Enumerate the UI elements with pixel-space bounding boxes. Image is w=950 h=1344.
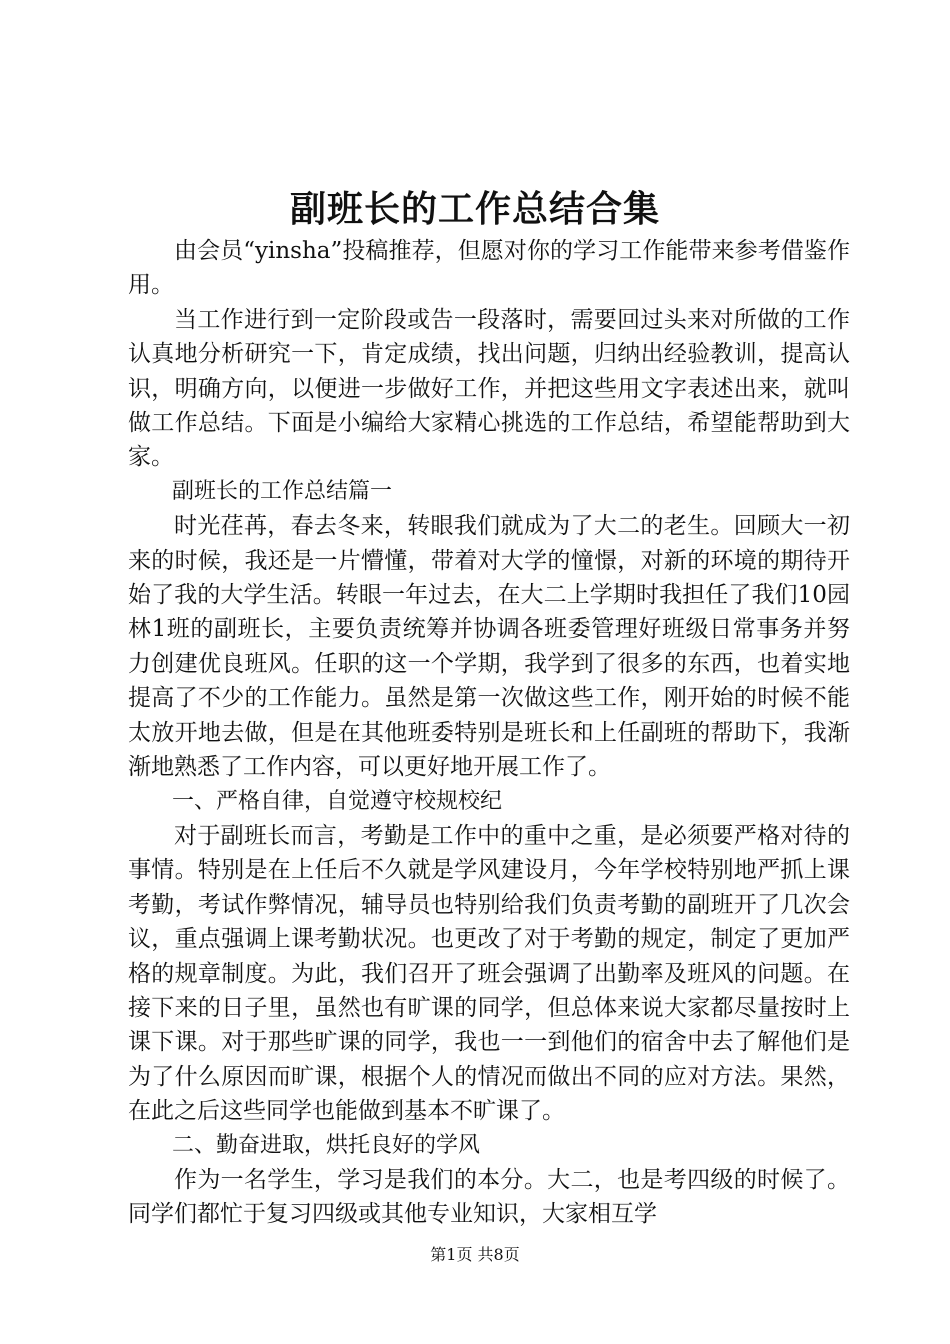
section-heading-discipline: 一、严格自律，自觉遵守校规校纪 xyxy=(172,788,503,814)
paragraph-part-one-intro: 时光荏苒，春去冬来，转眼我们就成为了大二的老生。回顾大一初来的时候，我还是一片懵懂，带着对大学的憧憬，对新的环境的期待开始了我的大学生活。转眼一年过去，在大二上学期时我担任了我们10园林1班的副班长，主要负责统筹并协调各班委管理好班级日常事务并努力创建优良班风。任职的这一个学期，我学到了很多的东西，也着实地提高了不少的工作能力。虽然是第一次做这些工作，刚开始的时候不能太放开地去做，但是在其他班委特别是班长和上任副班的帮助下，我渐渐地熟悉了工作内容，可以更好地开展工作了。 xyxy=(128,513,850,781)
document-title: 副班长的工作总结合集 xyxy=(289,188,660,230)
section-heading-part-one: 副班长的工作总结篇一 xyxy=(172,478,393,504)
paragraph-attendance: 对于副班长而言，考勤是工作中的重中之重，是必须要严格对待的事情。特别是在上任后不久就是学风建设月，今年学校特别地严抓上课考勤，考试作弊情况，辅导员也特别给我们负责考勤的副班开了几次会议，重点强调上课考勤状况。也更改了对于考勤的规定，制定了更加严格的规章制度。为此，我们召开了班会强调了出勤率及班风的问题。在接下来的日子里，虽然也有旷课的同学，但总体来说大家都尽量按时上课下课。对于那些旷课的同学，我也一一到他们的宿舍中去了解他们是为了什么原因而旷课，根据个人的情况而做出不同的应对方法。果然，在此之后这些同学也能做到基本不旷课了。 xyxy=(128,822,850,1125)
section-heading-study-style: 二、勤奋进取，烘托良好的学风 xyxy=(172,1132,481,1158)
paragraph-summary-purpose: 当工作进行到一定阶段或告一段落时，需要回过头来对所做的工作认真地分析研究一下，肯定成绩，找出问题，归纳出经验教训，提高认识，明确方向，以便进一步做好工作，并把这些用文字表述出来，就叫做工作总结。下面是小编给大家精心挑选的工作总结，希望能帮助到大家。 xyxy=(128,306,850,471)
paragraph-study: 作为一名学生，学习是我们的本分。大二，也是考四级的时候了。同学们都忙于复习四级或其他专业知识，大家相互学 xyxy=(128,1166,850,1228)
page-number-footer: 第1页 共8页 xyxy=(430,1245,520,1264)
document-body xyxy=(128,234,850,1232)
paragraph-intro: 由会员“yinsha”投稿推荐，但愿对你的学习工作能带来参考借鉴作用。 xyxy=(128,238,850,299)
